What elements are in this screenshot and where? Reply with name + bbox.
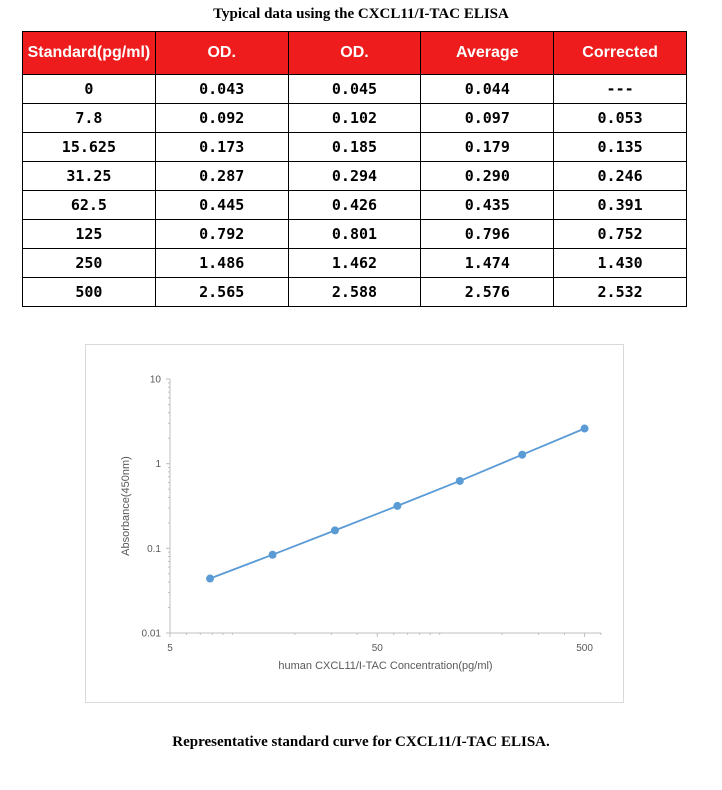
cell-corrected: 0.391 — [554, 191, 687, 220]
data-point — [269, 551, 277, 559]
table-row — [23, 133, 687, 162]
cell-od-2: 0.801 — [288, 220, 421, 249]
figure-caption: Representative standard curve for CXCL11/I-TAC ELISA. — [172, 734, 550, 750]
cell-standard: 15.625 — [23, 133, 156, 162]
cell-od-1: 1.486 — [155, 249, 288, 278]
header-average: Average — [421, 32, 554, 75]
cell-od-2: 0.185 — [288, 133, 421, 162]
cell-average: 0.097 — [421, 104, 554, 133]
cell-od-2: 0.102 — [288, 104, 421, 133]
cell-average: 1.474 — [421, 249, 554, 278]
cell-od-2: 0.045 — [288, 75, 421, 104]
cell-od-1: 0.287 — [155, 162, 288, 191]
x-tick-label: 5 — [167, 643, 173, 654]
y-tick-label: 10 — [149, 374, 161, 386]
cell-od-2: 1.462 — [288, 249, 421, 278]
x-tick-label: 500 — [576, 643, 593, 654]
cell-standard: 31.25 — [23, 162, 156, 191]
y-axis-title: Absorbance(450nm) — [120, 456, 132, 556]
table-row — [23, 249, 687, 278]
x-tick-label: 50 — [371, 643, 383, 654]
cell-corrected: 0.135 — [554, 133, 687, 162]
cell-standard: 250 — [23, 249, 156, 278]
table-row — [23, 75, 687, 104]
x-axis-title: human CXCL11/I-TAC Concentration(pg/ml) — [278, 660, 493, 672]
cell-corrected: 0.053 — [554, 104, 687, 133]
header-od-1: OD. — [155, 32, 288, 75]
cell-corrected: 0.752 — [554, 220, 687, 249]
cell-corrected: 0.246 — [554, 162, 687, 191]
data-point — [518, 451, 526, 459]
data-point — [456, 477, 464, 485]
header-corrected: Corrected — [554, 32, 687, 75]
table-title: Typical data using the CXCL11/I-TAC ELISA — [213, 6, 509, 22]
cell-standard: 7.8 — [23, 104, 156, 133]
cell-od-1: 0.792 — [155, 220, 288, 249]
cell-average: 0.435 — [421, 191, 554, 220]
table-row — [23, 162, 687, 191]
cell-average: 0.290 — [421, 162, 554, 191]
table-row — [23, 104, 687, 133]
cell-average: 0.044 — [421, 75, 554, 104]
cell-od-1: 0.043 — [155, 75, 288, 104]
cell-od-1: 0.092 — [155, 104, 288, 133]
cell-average: 0.179 — [421, 133, 554, 162]
data-point — [206, 575, 214, 583]
cell-corrected: 1.430 — [554, 249, 687, 278]
cell-standard: 125 — [23, 220, 156, 249]
cell-od-1: 0.173 — [155, 133, 288, 162]
header-od-2: OD. — [288, 32, 421, 75]
table-row — [23, 278, 687, 307]
cell-od-1: 0.445 — [155, 191, 288, 220]
cell-average: 2.576 — [421, 278, 554, 307]
cell-average: 0.796 — [421, 220, 554, 249]
cell-od-1: 2.565 — [155, 278, 288, 307]
y-tick-label: 0.1 — [147, 543, 161, 555]
y-tick-label: 1 — [155, 459, 161, 471]
cell-corrected: --- — [554, 75, 687, 104]
table-row — [23, 191, 687, 220]
standard-curve-chart — [85, 344, 624, 703]
data-point — [393, 502, 401, 510]
cell-corrected: 2.532 — [554, 278, 687, 307]
header-standard: Standard(pg/ml) — [23, 32, 156, 75]
data-point — [331, 526, 339, 534]
y-tick-label: 0.01 — [141, 628, 161, 640]
cell-od-2: 0.294 — [288, 162, 421, 191]
cell-od-2: 2.588 — [288, 278, 421, 307]
cell-standard: 0 — [23, 75, 156, 104]
standard-data-table — [22, 31, 687, 307]
table-header-row — [23, 32, 687, 75]
cell-standard: 62.5 — [23, 191, 156, 220]
chart-svg — [86, 345, 625, 704]
cell-standard: 500 — [23, 278, 156, 307]
cell-od-2: 0.426 — [288, 191, 421, 220]
table-row — [23, 220, 687, 249]
data-point — [581, 425, 589, 433]
